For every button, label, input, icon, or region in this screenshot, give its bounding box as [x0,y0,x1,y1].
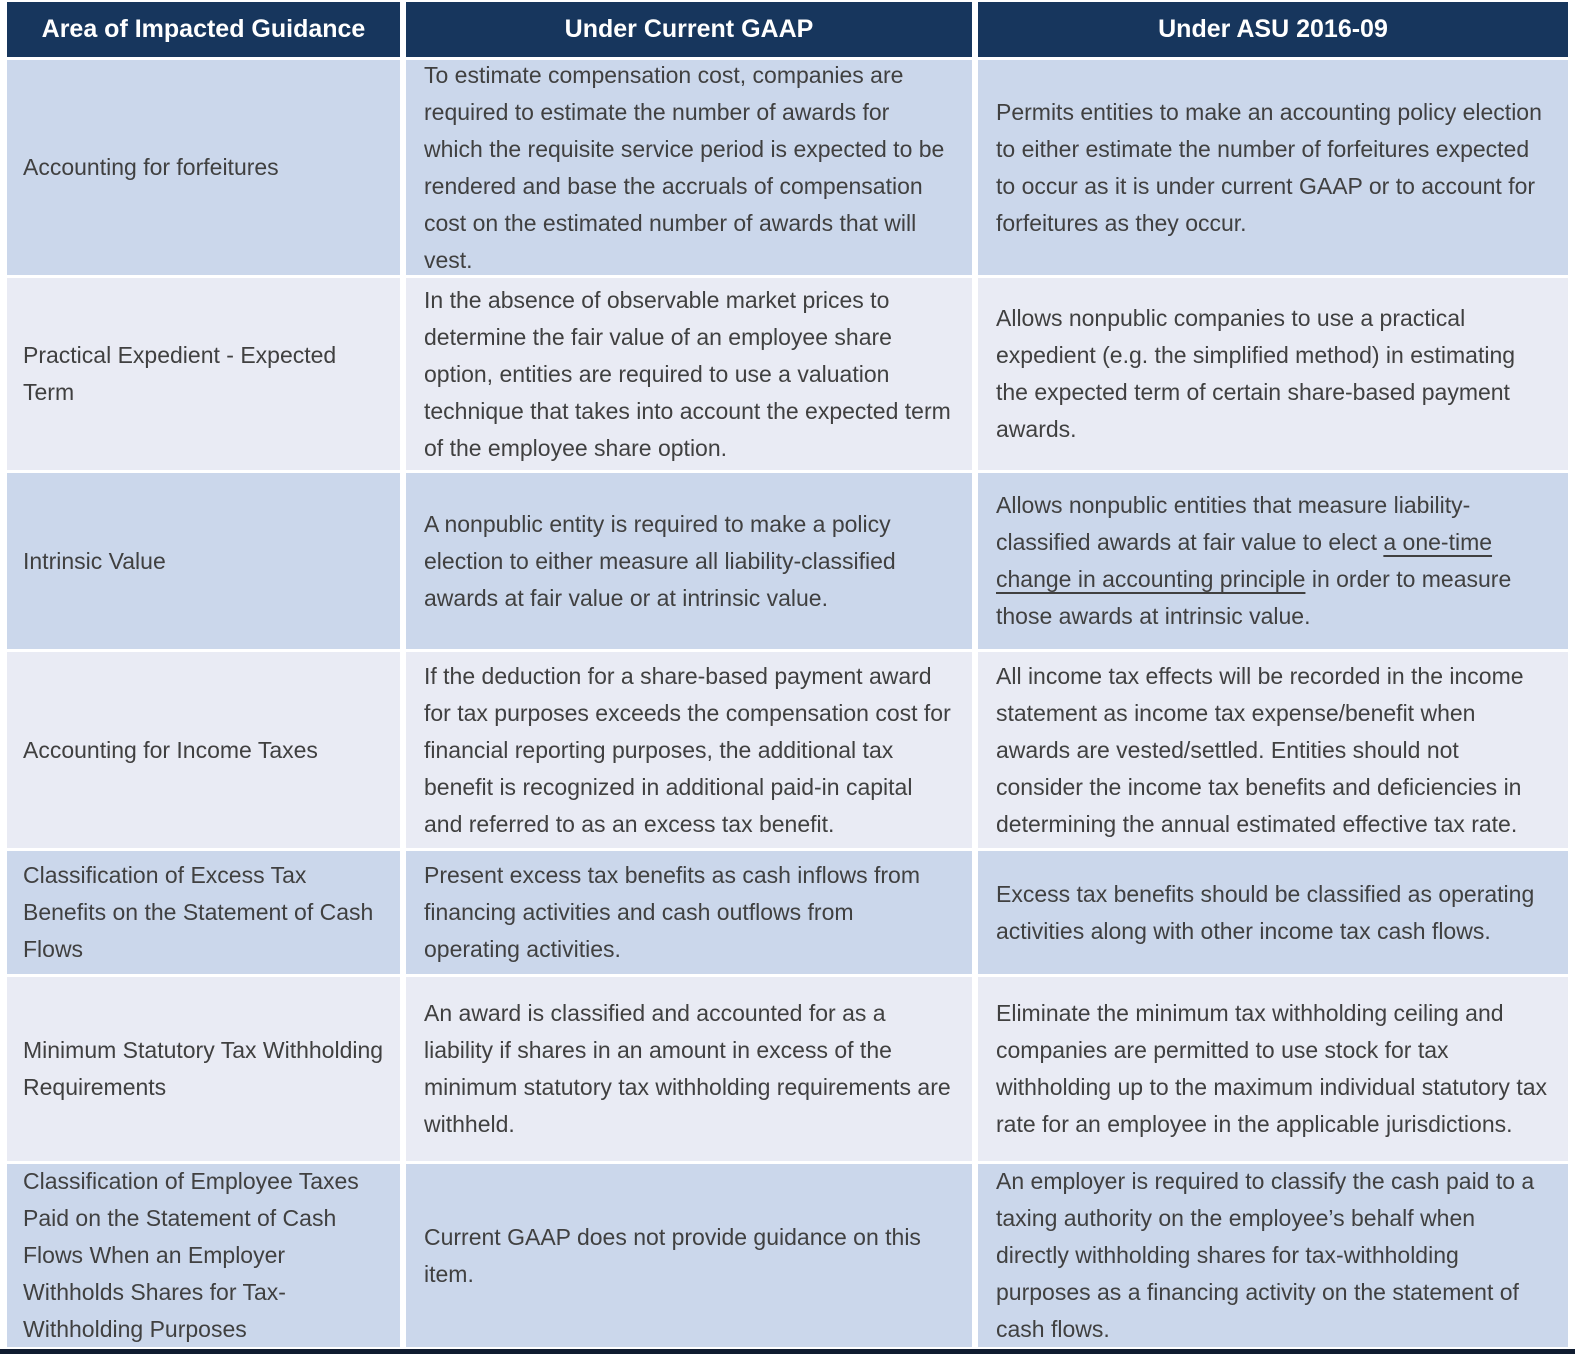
comparison-table [7,2,1568,1347]
row-3-area-text: Intrinsic Value [23,547,166,574]
row-5-area-cell [7,851,400,974]
row-3-gaap-text: A nonpublic entity is required to make a policy election to either measure all liability-classified awards at fair value or at intrinsic value. [424,510,896,611]
row-7-area-text: Classification of Employee Taxes Paid on the Statement of Cash Flows When an Employer Withholds Shares for Tax-Withholding Purposes [23,1168,359,1342]
row-7-area-cell [7,1164,400,1347]
row-4-gaap-cell [406,652,972,848]
row-6-asu-text: Eliminate the minimum tax withholding ceiling and companies are permitted to use stock for tax withholding up to the maximum individual statutory tax rate for an employee in the applicable jurisdictions. [996,1000,1548,1137]
row-2-area-cell [7,278,400,470]
column-header-area: Area of Impacted Guidance [7,2,400,57]
row-6-area-text: Minimum Statutory Tax Withholding Requirements [23,1037,384,1100]
row-7-gaap-text: Current GAAP does not provide guidance on this item. [424,1223,921,1287]
row-5-gaap-text: Present excess tax benefits as cash inflows from financing activities and cash outflows from operating activities. [424,862,920,962]
row-4-area-text: Accounting for Income Taxes [23,736,318,763]
row-5-gaap-cell [406,851,972,974]
row-2-gaap-text: In the absence of observable market prices to determine the fair value of an employee share option, entities are required to use a valuation technique that takes into account the expected term of the employee share option. [424,286,951,461]
row-1-asu-text: Permits entities to make an accounting policy election to either estimate the number of forfeitures expected to occur as it is under current GAAP or to account for forfeitures as they occur. [996,98,1542,236]
row-3-asu-cell [978,473,1568,649]
row-1-area-cell [7,60,400,275]
row-3-area-cell [7,473,400,649]
row-2-asu-cell [978,278,1568,470]
row-5-asu-text: Excess tax benefits should be classified as operating activities along with other income tax cash flows. [996,880,1535,944]
column-header-current-gaap: Under Current GAAP [406,2,972,57]
row-5-area-text: Classification of Excess Tax Benefits on the Statement of Cash Flows [23,862,374,962]
row-4-asu-text: All income tax effects will be recorded in the income statement as income tax expense/benefit when awards are vested/settled. Entities should not consider the income tax benefits and deficiencies in determining the annual estimated effective tax rate. [996,662,1524,837]
row-3-asu-text-underlined: a one-time change in accounting principle [996,529,1493,592]
row-2-asu-text: Allows nonpublic companies to use a practical expedient (e.g. the simplified method) in estimating the expected term of certain share-based payment awards. [996,305,1516,442]
row-1-area-text: Accounting for forfeitures [23,154,279,180]
row-3-asu-text [978,481,1568,641]
row-2-gaap-cell [406,278,972,470]
row-4-asu-cell [978,652,1568,848]
row-4-area-cell [7,652,400,848]
row-1-gaap-cell [406,60,972,275]
row-3-gaap-cell [406,473,972,649]
row-3-asu-text-after: in order to measure those awards at intrinsic value. [996,566,1512,629]
row-7-gaap-cell [406,1164,972,1347]
row-5-asu-cell [978,851,1568,974]
row-7-asu-text: An employer is required to classify the cash paid to a taxing authority on the employee’s behalf when directly withholding shares for tax-withholding purposes as a financing activity on the statement of cash flows. [996,1168,1535,1342]
row-4-gaap-text: If the deduction for a share-based payment award for tax purposes exceeds the compensation cost for financial reporting purposes, the additional tax benefit is recognized in additional paid-in capital and referred to as an excess tax benefit. [424,662,951,837]
row-3-asu-text-before: Allows nonpublic entities that measure liability-classified awards at fair value to elect [996,492,1471,555]
row-1-asu-cell [978,60,1568,275]
row-6-gaap-cell [406,977,972,1161]
row-6-asu-cell [978,977,1568,1161]
row-7-asu-cell [978,1164,1568,1347]
row-6-gaap-text: An award is classified and accounted for as a liability if shares in an amount in excess of the minimum statutory tax withholding requirements are withheld. [424,1000,951,1137]
row-2-area-text: Practical Expedient - Expected Term [23,342,337,405]
row-6-area-cell [7,977,400,1161]
row-1-gaap-text: To estimate compensation cost, companies are required to estimate the number of awards for which the requisite service period is expected to be rendered and base the accruals of compensation cost on the estimated number of awards that will vest. [424,61,945,273]
column-header-asu-2016-09: Under ASU 2016-09 [978,2,1568,57]
